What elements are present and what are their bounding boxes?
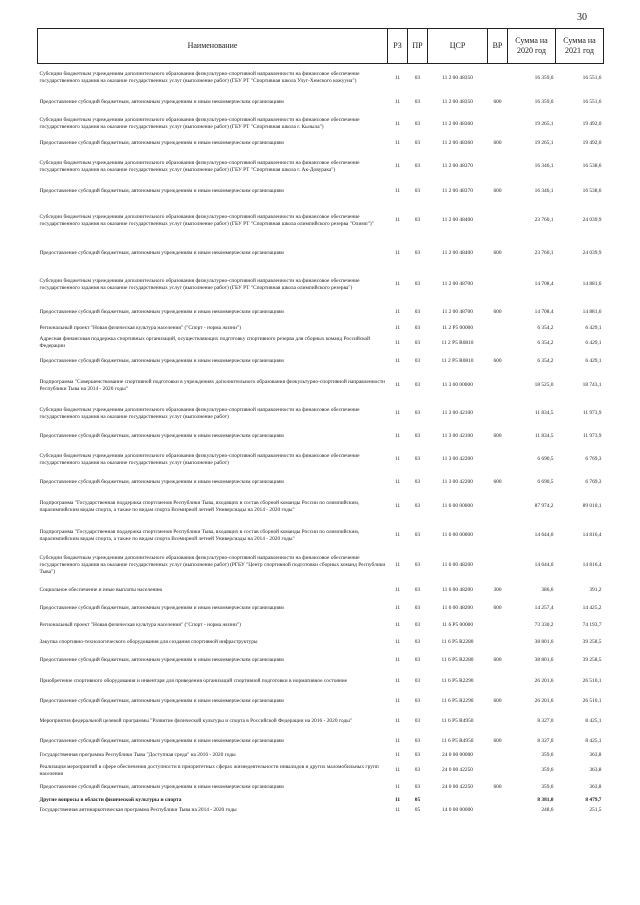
table-row — [38, 183, 604, 201]
cell-pr: 03 — [414, 339, 421, 346]
cell-rz: 11 — [394, 410, 401, 416]
table-row — [38, 428, 604, 446]
cell-csr: 11 3 00 42200 — [442, 456, 473, 462]
cell-pr: 03 — [414, 410, 421, 416]
cell-sum-2021: 16 538,6 — [582, 188, 602, 194]
cell-sum-2021: 26 510,1 — [582, 678, 602, 684]
table-row — [38, 634, 604, 651]
column-header-sum-2020: Сумма на 2020 год — [508, 29, 556, 64]
cell-sum-2020: 8 327,0 — [537, 718, 554, 724]
cell-sum-2021: 14 881,6 — [582, 281, 602, 287]
table-row — [38, 474, 604, 492]
cell-name: Адресная финансовая поддержка спортивных организаций, осуществляющих подготовку спортивного резерва для сборных команд Российской Федерации — [39, 336, 371, 349]
table-row — [38, 806, 604, 816]
cell-sum-2020: 6 354,2 — [537, 325, 554, 331]
column-header-rz: РЗ — [388, 29, 408, 64]
cell-sum-2021: 19 492,0 — [582, 140, 602, 146]
cell-sum-2021: 8 425,1 — [585, 718, 602, 724]
table-row — [38, 352, 604, 372]
table-row — [38, 796, 604, 806]
cell-pr: 03 — [414, 604, 421, 611]
cell-sum-2020: 8 381,0 — [537, 797, 554, 803]
cell-pr: 03 — [414, 784, 421, 790]
cell-name: Субсидии бюджетным учреждениям дополнительного образования физкультурно-спортивной направленности на финансовое обеспечение государственного задания на оказание государственных услуг (выполнение работ) (ГБУ РТ "Спортивная школа г. Ак-Довурака") — [39, 159, 360, 173]
cell-vr: 600 — [493, 604, 502, 611]
table-row — [38, 550, 604, 582]
cell-rz: 11 — [394, 358, 401, 364]
cell-vr — [488, 446, 508, 474]
cell-vr — [488, 201, 508, 241]
cell-vr: 300 — [493, 587, 502, 593]
cell-csr: 11 3 00 42100 — [442, 410, 473, 416]
cell-csr: 11 6 P5 R4950 — [441, 737, 474, 744]
cell-name: Субсидии бюджетным учреждениям дополнительного образования физкультурно-спортивной направленности на финансовое обеспечение государственного задания на оказание государственных услуг (выполнение работ) — [39, 406, 360, 420]
table-row — [38, 241, 604, 267]
cell-pr: 03 — [414, 698, 421, 704]
cell-pr: 03 — [414, 767, 421, 773]
cell-sum-2021: 14 816,4 — [582, 532, 602, 538]
cell-name: Предоставление субсидий бюджетным, автономным учреждениям и иным некоммерческим организациям — [39, 98, 284, 105]
table-row — [38, 617, 604, 634]
cell-sum-2021: 18 743,1 — [582, 382, 602, 388]
cell-name: Региональный проект "Новая физическая культура населения" ("Спорт - норма жизни") — [39, 325, 241, 331]
cell-sum-2021: 14 425,2 — [582, 604, 602, 611]
budget-table — [37, 28, 604, 816]
cell-name: Субсидии бюджетным учреждениям дополнительного образования физкультурно-спортивной направленности на финансовое обеспечение государственного задания на оказание государственных услуг (выполнение работ) (ГБУ РТ "Спортивная школа олимпийского резерва") — [39, 277, 360, 291]
cell-sum-2021: 6 769,3 — [585, 456, 602, 462]
cell-name: Субсидии бюджетным учреждениям дополнительного образования физкультурно-спортивной направленности на финансовое обеспечение государственного задания на оказание государственных услуг (выполнение работ) (РГБУ "Центр спортивной подготовки сборных команд Республики Тыва") — [39, 555, 386, 575]
table-row — [38, 267, 604, 303]
cell-csr: 11 3 00 42200 — [442, 479, 473, 485]
cell-vr — [488, 711, 508, 733]
cell-csr: 11 6 P5 00000 — [441, 621, 474, 628]
column-header-pr: ПР — [408, 29, 428, 64]
cell-sum-2021: 8 425,1 — [585, 737, 602, 744]
cell-vr — [488, 762, 508, 780]
cell-rz: 11 — [394, 74, 401, 81]
cell-rz: 11 — [394, 433, 401, 439]
cell-name: Предоставление субсидий бюджетным, автономным учреждениям и иным некоммерческим организациям — [39, 737, 284, 744]
cell-pr: 03 — [414, 503, 421, 509]
cell-sum-2020: 8 327,0 — [537, 737, 554, 744]
cell-pr: 03 — [414, 456, 421, 462]
cell-sum-2020: 19 265,1 — [534, 140, 554, 146]
cell-name: Предоставление субсидий бюджетным, автономным учреждениям и иным некоммерческим организациям — [39, 604, 284, 611]
cell-sum-2020: 38 801,6 — [534, 638, 554, 645]
cell-sum-2020: 87 974,2 — [534, 503, 554, 509]
cell-vr — [488, 112, 508, 137]
cell-sum-2020: 14 644,0 — [534, 532, 554, 538]
cell-pr: 03 — [414, 562, 421, 568]
cell-vr: 600 — [493, 309, 502, 315]
cell-pr: 03 — [414, 737, 421, 744]
cell-sum-2021: 251,5 — [589, 807, 602, 813]
cell-rz: 11 — [394, 797, 401, 803]
cell-pr: 03 — [414, 433, 421, 439]
cell-rz: 11 — [394, 638, 401, 645]
table-row — [38, 693, 604, 711]
cell-rz: 11 — [394, 479, 401, 485]
cell-csr: 11 2 00 48700 — [442, 309, 473, 315]
cell-vr — [488, 151, 508, 183]
cell-sum-2020: 16 346,1 — [534, 188, 554, 194]
cell-vr: 600 — [493, 250, 502, 256]
cell-rz: 11 — [394, 163, 401, 169]
cell-vr: 600 — [493, 657, 502, 663]
cell-sum-2020: 14 708,4 — [534, 309, 554, 315]
cell-csr: 11 2 00 48360 — [442, 140, 473, 146]
cell-vr: 600 — [493, 433, 502, 439]
cell-name: Субсидии бюджетным учреждениям дополнительного образования физкультурно-спортивной направленности на финансовое обеспечение государственного задания на оказание государственных услуг (выполнение работ) (ГБУ РТ "Спортивная школа г. Кызыла") — [39, 117, 360, 130]
cell-rz: 11 — [394, 737, 401, 744]
cell-pr: 03 — [414, 657, 421, 663]
cell-sum-2020: 23 760,1 — [534, 217, 554, 223]
cell-pr: 03 — [414, 678, 421, 684]
cell-name: Подпрограмма "Совершенствование спортивной подготовки в учреждениях дополнительного образования физкультурно-спортивной направленности Республики Тыва на 2014 - 2020 годы" — [39, 378, 386, 392]
table-row — [38, 151, 604, 183]
cell-name: Предоставление субсидий бюджетным, автономным учреждениям и иным некоммерческим организациям — [39, 784, 284, 790]
cell-pr: 03 — [414, 98, 421, 105]
cell-rz: 11 — [394, 784, 401, 790]
cell-name: Предоставление субсидий бюджетным, автономным учреждениям и иным некоммерческим организациям — [39, 309, 284, 315]
cell-sum-2021: 39 258,5 — [582, 638, 602, 645]
cell-rz: 11 — [394, 120, 401, 127]
cell-sum-2020: 6 690,5 — [537, 456, 554, 462]
cell-pr: 03 — [414, 638, 421, 645]
cell-csr: 11 2 P5 00000 — [441, 325, 474, 331]
cell-vr: 600 — [493, 698, 502, 704]
table-row — [38, 762, 604, 780]
cell-csr: 24 0 00 42250 — [442, 784, 473, 790]
cell-vr: 600 — [493, 188, 502, 194]
cell-sum-2021: 8 479,7 — [585, 797, 602, 803]
cell-csr: 11 2 00 48370 — [442, 163, 473, 169]
cell-pr: 03 — [414, 532, 421, 538]
cell-name: Подпрограмма "Государственная поддержка спортсменов Республики Тыва, входящих в состав сборной команды России по олимпийским, паралимпийским видам спорта, а также по видам спорта Всемирной летней Универсиады на 2014 - 2020 годы" — [39, 528, 360, 542]
cell-csr: 11 6 P5 R4950 — [441, 718, 474, 724]
cell-name: Предоставление субсидий бюджетным, автономным учреждениям и иным некоммерческим организациям — [39, 358, 284, 364]
table-row — [38, 750, 604, 762]
cell-rz: 11 — [394, 456, 401, 462]
table-row — [38, 93, 604, 112]
cell-rz: 11 — [394, 657, 401, 663]
table-row — [38, 522, 604, 550]
cell-name: Предоставление субсидий бюджетным, автономным учреждениям и иным некоммерческим организациям — [39, 657, 284, 663]
cell-rz: 11 — [394, 604, 401, 611]
cell-csr: 11 6 00 00000 — [442, 532, 473, 538]
column-header-vr: ВР — [488, 29, 508, 64]
cell-csr: 11 3 00 00000 — [442, 382, 473, 388]
cell-sum-2021: 6 429,1 — [585, 358, 602, 364]
cell-vr — [488, 796, 508, 806]
table-row — [38, 372, 604, 400]
cell-sum-2021: 391,2 — [589, 587, 602, 593]
cell-sum-2020: 359,6 — [541, 767, 554, 773]
cell-vr — [488, 806, 508, 816]
cell-sum-2020: 11 834,5 — [534, 433, 554, 439]
cell-rz: 11 — [394, 678, 401, 684]
cell-pr: 03 — [414, 309, 421, 315]
cell-name: Реализация мероприятий в сфере обеспечения доступности в приоритетных сферах жизнедеятельности инвалидов и других маломобильных групп населения — [39, 763, 379, 777]
cell-sum-2020: 359,6 — [541, 752, 554, 758]
cell-csr: 11 6 P5 R2280 — [441, 638, 474, 645]
cell-sum-2020: 14 257,4 — [534, 604, 554, 611]
cell-sum-2021: 39 258,5 — [582, 657, 602, 663]
cell-pr: 03 — [414, 479, 421, 485]
cell-name: Предоставление субсидий бюджетным, автономным учреждениям и иным некоммерческим организациям — [39, 250, 284, 256]
cell-sum-2021: 6 429,1 — [585, 325, 602, 331]
cell-rz: 11 — [394, 767, 401, 773]
cell-rz: 11 — [394, 250, 401, 256]
cell-vr — [488, 323, 508, 335]
cell-csr: 11 2 P5 R0810 — [441, 358, 474, 364]
cell-sum-2020: 26 201,6 — [534, 698, 554, 704]
cell-sum-2020: 248,6 — [541, 807, 554, 813]
cell-sum-2020: 16 346,1 — [534, 163, 554, 169]
cell-csr: 11 6 00 48200 — [442, 562, 473, 568]
cell-sum-2020: 386,6 — [541, 587, 554, 593]
cell-name: Государственная антинаркотическая программа Республики Тыва на 2014 - 2020 годы — [39, 807, 237, 813]
cell-pr: 03 — [414, 120, 421, 127]
cell-sum-2021: 24 039,9 — [582, 250, 602, 256]
cell-name: Предоставление субсидий бюджетным, автономным учреждениям и иным некоммерческим организациям — [39, 188, 284, 194]
table-row — [38, 446, 604, 474]
cell-rz: 11 — [394, 621, 401, 628]
cell-vr — [488, 335, 508, 352]
cell-sum-2021: 363,8 — [589, 784, 602, 790]
cell-name: Субсидии бюджетным учреждениям дополнительного образования физкультурно-спортивной направленности на финансовое обеспечение государственного задания на оказание государственных услуг (выполнение работ) (ГБУ РТ "Спортивная школа Улуг-Хемского кожууна") — [39, 71, 360, 85]
cell-csr: 24 0 00 00000 — [442, 752, 473, 758]
column-header-sum-2021: Сумма на 2021 год — [556, 29, 604, 64]
cell-sum-2021: 11 973,9 — [582, 410, 602, 416]
cell-name: Государственная программа Республики Тыва "Доступная среда" на 2016 - 2020 годы — [39, 752, 236, 758]
table-row — [38, 303, 604, 323]
table-row — [38, 492, 604, 522]
cell-csr: 11 2 00 48700 — [442, 281, 473, 287]
cell-rz: 11 — [394, 325, 401, 331]
cell-csr: 11 6 P5 R2290 — [441, 698, 474, 704]
cell-rz: 11 — [394, 807, 401, 813]
cell-name: Предоставление субсидий бюджетным, автономным учреждениям и иным некоммерческим организациям — [39, 433, 284, 439]
cell-sum-2021: 16 551,6 — [582, 74, 602, 81]
cell-name: Другие вопросы в области физической культуры и спорта — [39, 797, 182, 803]
cell-csr: 11 6 P5 R2290 — [441, 678, 474, 684]
cell-sum-2021: 6 769,3 — [585, 479, 602, 485]
table-row — [38, 582, 604, 600]
cell-vr — [488, 267, 508, 303]
cell-sum-2020: 14 644,0 — [534, 562, 554, 568]
cell-name: Социальное обеспечение и иные выплаты населению — [39, 587, 163, 593]
cell-csr: 11 6 00 48200 — [442, 604, 473, 611]
cell-rz: 11 — [394, 339, 401, 346]
cell-sum-2021: 16 551,6 — [582, 98, 602, 105]
table-row — [38, 137, 604, 151]
cell-csr: 11 2 00 48350 — [442, 74, 473, 81]
cell-pr: 03 — [414, 140, 421, 146]
cell-vr — [488, 617, 508, 634]
cell-vr — [488, 522, 508, 550]
cell-rz: 11 — [394, 98, 401, 105]
cell-csr: 11 2 P5 R0810 — [441, 339, 474, 346]
cell-sum-2021: 6 429,1 — [585, 339, 602, 346]
cell-pr: 05 — [414, 807, 421, 813]
cell-sum-2021: 14 881,6 — [582, 309, 602, 315]
cell-pr: 03 — [414, 250, 421, 256]
cell-sum-2021: 11 973,9 — [582, 433, 602, 439]
cell-vr: 600 — [493, 479, 502, 485]
cell-name: Предоставление субсидий бюджетным, автономным учреждениям и иным некоммерческим организациям — [39, 698, 284, 704]
cell-sum-2020: 16 359,0 — [534, 74, 554, 81]
table-row — [38, 780, 604, 796]
cell-sum-2020: 73 330,2 — [534, 621, 554, 628]
cell-rz: 11 — [394, 718, 401, 724]
cell-vr — [488, 671, 508, 693]
cell-sum-2020: 11 834,5 — [534, 410, 554, 416]
cell-csr — [428, 796, 488, 806]
cell-rz: 11 — [394, 752, 401, 758]
cell-sum-2021: 19 492,0 — [582, 120, 602, 127]
cell-rz: 11 — [394, 140, 401, 146]
table-row — [38, 671, 604, 693]
cell-rz: 11 — [394, 382, 401, 388]
cell-name: Подпрограмма "Государственная поддержка спортсменов Республики Тыва, входящих в состав сборной команды России по олимпийским, паралимпийским видам спорта, а также по видам спорта Всемирной летней Универсиады на 2014 - 2020 годы" — [39, 499, 360, 513]
cell-sum-2020: 359,6 — [541, 784, 554, 790]
table-row — [38, 733, 604, 750]
table-row — [38, 201, 604, 241]
cell-name: Приобретение спортивного оборудования и инвентаря для приведения организаций спортивной подготовки в нормативное состояние — [39, 678, 348, 684]
cell-sum-2021: 24 039,9 — [582, 217, 602, 223]
cell-sum-2020: 14 708,4 — [534, 281, 554, 287]
cell-sum-2021: 89 010,1 — [582, 503, 602, 509]
cell-vr — [488, 64, 508, 93]
cell-name: Закупка спортивно-технологического оборудования для создания спортивной инфраструктуры — [39, 638, 258, 645]
cell-sum-2021: 74 193,7 — [582, 621, 602, 628]
cell-sum-2021: 14 816,4 — [582, 562, 602, 568]
cell-pr: 03 — [414, 382, 421, 388]
cell-name: Мероприятия федеральной целевой программы "Развитие физической культуры и спорта в Российской Федерации на 2016 - 2020 годы" — [39, 718, 353, 724]
table-row — [38, 600, 604, 617]
table-row — [38, 335, 604, 352]
cell-pr: 03 — [414, 752, 421, 758]
cell-rz: 11 — [394, 503, 401, 509]
cell-name: Предоставление субсидий бюджетным, автономным учреждениям и иным некоммерческим организациям — [39, 479, 284, 485]
page-number: 30 — [577, 12, 587, 23]
cell-csr: 11 6 00 00000 — [442, 503, 473, 509]
cell-name: Предоставление субсидий бюджетным, автономным учреждениям и иным некоммерческим организациям — [39, 140, 284, 146]
cell-sum-2020: 38 801,6 — [534, 657, 554, 663]
cell-sum-2020: 6 354,2 — [537, 339, 554, 346]
cell-csr: 11 2 00 48350 — [442, 98, 473, 105]
cell-pr: 03 — [414, 188, 421, 194]
cell-sum-2020: 18 525,0 — [534, 382, 554, 388]
cell-name: Субсидии бюджетным учреждениям дополнительного образования физкультурно-спортивной направленности на финансовое обеспечение государственного задания на оказание государственных услуг (выполнение работ) — [39, 452, 360, 466]
table-row — [38, 651, 604, 671]
cell-rz: 11 — [394, 281, 401, 287]
table-row — [38, 400, 604, 428]
cell-pr: 05 — [414, 797, 421, 803]
table-row — [38, 323, 604, 335]
cell-pr: 03 — [414, 587, 421, 593]
cell-csr: 11 6 00 48200 — [442, 587, 473, 593]
cell-sum-2021: 26 510,1 — [582, 698, 602, 704]
cell-vr — [488, 634, 508, 651]
column-header-name: Наименование — [38, 29, 388, 64]
cell-csr: 11 2 00 48400 — [442, 217, 473, 223]
cell-pr: 03 — [414, 718, 421, 724]
cell-pr: 03 — [414, 163, 421, 169]
header-row — [38, 29, 604, 64]
cell-vr — [488, 750, 508, 762]
cell-vr: 600 — [493, 98, 502, 105]
cell-pr: 03 — [414, 217, 421, 223]
cell-csr: 11 2 00 48400 — [442, 250, 473, 256]
cell-vr: 600 — [493, 737, 502, 744]
cell-rz: 11 — [394, 587, 401, 593]
cell-sum-2020: 6 690,5 — [537, 479, 554, 485]
cell-vr — [488, 400, 508, 428]
cell-csr: 11 3 00 42100 — [442, 433, 473, 439]
cell-csr: 24 0 00 42250 — [442, 767, 473, 773]
table-row — [38, 64, 604, 93]
cell-vr — [488, 550, 508, 582]
table-row — [38, 112, 604, 137]
cell-sum-2020: 6 354,2 — [537, 358, 554, 364]
cell-rz: 11 — [394, 532, 401, 538]
table-row — [38, 711, 604, 733]
cell-pr: 03 — [414, 621, 421, 628]
cell-csr: 14 0 00 00000 — [442, 807, 473, 813]
cell-sum-2020: 19 265,1 — [534, 120, 554, 127]
cell-name: Субсидии бюджетным учреждениям дополнительного образования физкультурно-спортивной направленности на финансовое обеспечение государственного задания на оказание государственных услуг (выполнение работ) (ГБУ РТ "Спортивная школа олимпийского резерва "Олимп")" — [39, 213, 374, 227]
cell-rz: 11 — [394, 309, 401, 315]
cell-rz: 11 — [394, 188, 401, 194]
cell-pr: 03 — [414, 281, 421, 287]
cell-sum-2021: 363,8 — [589, 767, 602, 773]
cell-vr — [488, 492, 508, 522]
cell-pr: 03 — [414, 325, 421, 331]
cell-vr — [488, 372, 508, 400]
cell-vr: 600 — [493, 784, 502, 790]
cell-name: Региональный проект "Новая физическая культура населения" ("Спорт - норма жизни") — [39, 621, 241, 628]
cell-rz: 11 — [394, 562, 401, 568]
cell-rz: 11 — [394, 698, 401, 704]
cell-sum-2020: 23 760,1 — [534, 250, 554, 256]
cell-sum-2021: 363,8 — [589, 752, 602, 758]
cell-pr: 03 — [414, 358, 421, 364]
cell-csr: 11 2 00 48360 — [442, 120, 473, 127]
cell-csr: 11 2 00 48370 — [442, 188, 473, 194]
cell-pr: 03 — [414, 74, 421, 81]
column-header-csr: ЦСР — [428, 29, 488, 64]
cell-sum-2021: 16 538,6 — [582, 163, 602, 169]
cell-sum-2020: 16 359,0 — [534, 98, 554, 105]
cell-rz: 11 — [394, 217, 401, 223]
cell-vr: 600 — [493, 140, 502, 146]
cell-sum-2020: 26 201,6 — [534, 678, 554, 684]
cell-vr: 600 — [493, 358, 502, 364]
cell-csr: 11 6 P5 R2280 — [441, 657, 474, 663]
